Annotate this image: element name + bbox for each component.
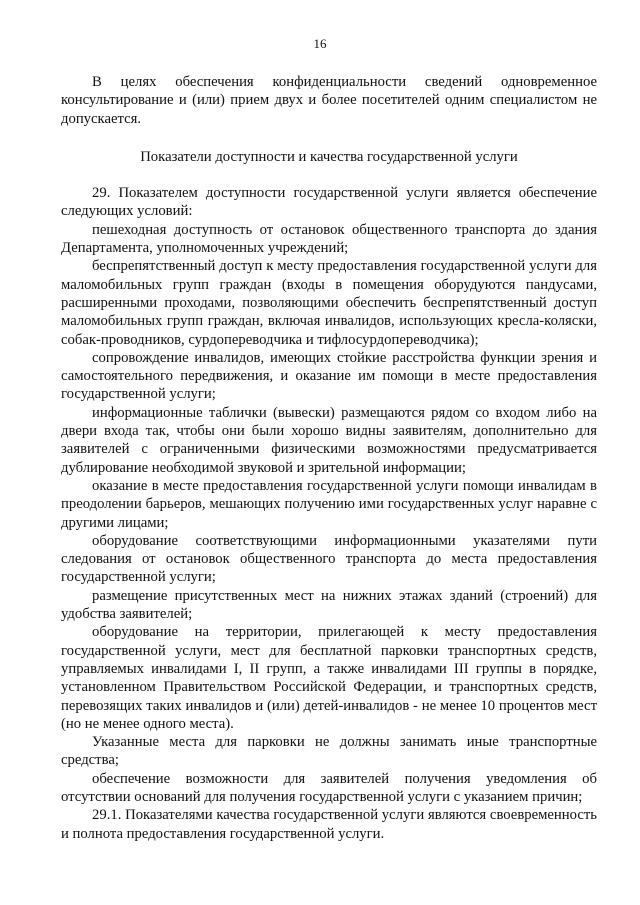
intro-paragraph: В целях обеспечения конфиденциальности сведений одновременное консультирование и (или) прием двух и более посетителей одним специалистом не допускается. — [61, 74, 597, 127]
section-heading: Показатели доступности и качества государственной услуги — [140, 148, 518, 165]
page-number: 16 — [313, 36, 327, 51]
paragraph-parking: оборудование на территории, прилегающей к месту предоставления государственной услуги, мест для бесплатной парковки транспортных средств, управляемых инвалидами I, II групп, а также инвалидами III группы в порядке, установленном Правительством Российской Федерации, и транспортных средств, перевозящих таких инвалидов и (или) детей-инвалидов - не менее 10 процентов мест (но не менее одного места). — [61, 624, 597, 732]
paragraph-barrier-free-access: беспрепятственный доступ к месту предоставления государственной услуги для маломобильных групп граждан (входы в помещения оборудуются пандусами, расширенными проходами, позволяющими обеспечить беспрепятственный доступ маломобильных групп граждан, включая инвалидов, использующих кресла-коляски, собак-проводников, сурдопереводчика и тифлосурдопереводчика); — [61, 258, 597, 348]
spacer — [61, 128, 597, 148]
paragraph-notification: обеспечение возможности для заявителей получения уведомления об отсутствии оснований для получения государственной услуги с указанием причин; — [61, 770, 597, 805]
paragraph-pedestrian-access: пешеходная доступность от остановок общественного транспорта до здания Департамента, уполномоченных учреждений; — [61, 221, 597, 257]
paragraph-29-1: 29.1. Показателями качества государственной услуги являются своевременность и полнота предоставления государственной услуги. — [61, 807, 597, 842]
paragraph-escort: сопровождение инвалидов, имеющих стойкие расстройства функции зрения и самостоятельного передвижения, и оказание им помощи в месте предоставления государственной услуги; — [61, 349, 597, 403]
paragraph-lower-floors: размещение присутственных мест на нижних этажах зданий (строений) для удобства заявителей; — [61, 587, 597, 623]
paragraph-assistance: оказание в месте предоставления государственной услуги помощи инвалидам в преодолении барьеров, мешающих получению ими государственных услуг наравне с другими лицами; — [61, 477, 597, 531]
paragraph-route-markers: оборудование соответствующими информационными указателями пути следования от остановок общественного транспорта до места предоставления государственной услуги; — [61, 532, 597, 586]
paragraph-signage: информационные таблички (вывески) размещаются рядом со входом либо на двери входа так, чтобы они были хорошо видны заявителям, дополнительно для заявителей с ограниченными физическими возможностями предусматривается дублирование необходимой звуковой и зрительной информации; — [61, 404, 597, 476]
spacer — [61, 166, 597, 184]
document-body — [61, 73, 597, 843]
paragraph-29: 29. Показателем доступности государственной услуги является обеспечение следующих условий: — [61, 185, 597, 220]
paragraph-parking-restriction: Указанные места для парковки не должны занимать иные транспортные средства; — [61, 734, 597, 769]
